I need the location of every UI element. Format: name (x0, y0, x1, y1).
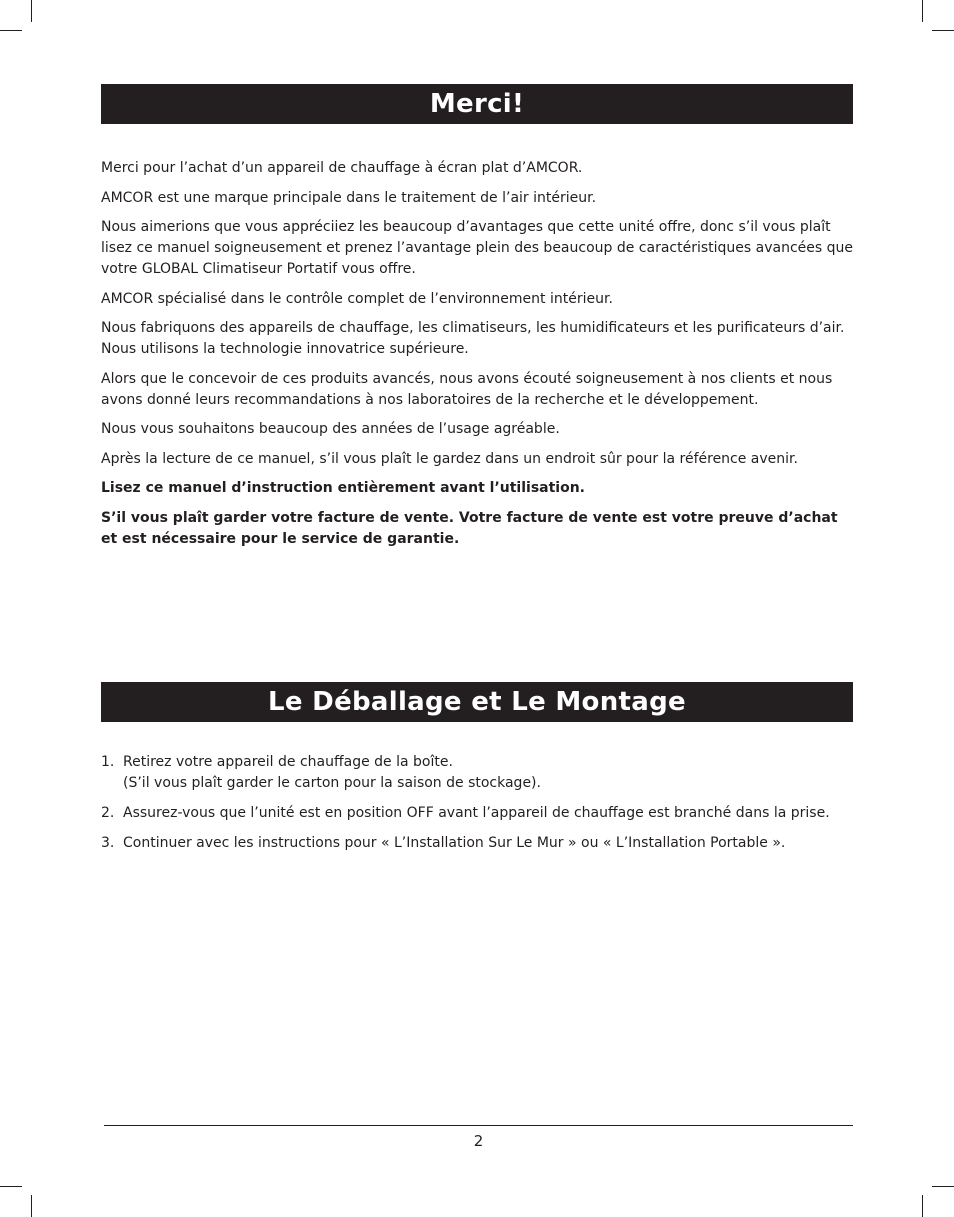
intro-paragraph: AMCOR spécialisé dans le contrôle complet de l’environnement intérieur. (101, 290, 613, 307)
step-number: 3. (101, 835, 115, 851)
step-text (123, 833, 853, 854)
intro-paragraph: Après la lecture de ce manuel, s’il vous plaît le gardez dans un endroit sûr pour la référence avenir. (101, 450, 798, 467)
merci-section-title: Merci! (101, 84, 853, 124)
step-line: Continuer avec les instructions pour « L’Installation Sur Le Mur » ou « L’Installation Portable ». (123, 835, 786, 851)
crop-mark-top-right-horizontal (932, 30, 954, 31)
receipt-warning: S’il vous plaît garder votre facture de vente. Votre facture de vente est votre preuve d’achat et est nécessaire pour le service de garantie. (101, 509, 838, 547)
crop-mark-bottom-right-vertical (922, 1195, 923, 1217)
step-text (123, 752, 853, 794)
intro-paragraph: Nous aimerions que vous appréciiez les beaucoup d’avantages que cette unité offre, donc s’il vous plaît lisez ce manuel soigneusement et prenez l’avantage plein des beaucoup de caractéristiques avancées que votre GLOBAL Climatiseur Portatif vous offre. (101, 219, 854, 277)
footer-divider (104, 1125, 853, 1126)
crop-mark-bottom-right-horizontal (932, 1186, 954, 1187)
intro-paragraph: Nous fabriquons des appareils de chauffage, les climatiseurs, les humidificateurs et les purificateurs d’air. Nous utilisons la technologie innovatrice supérieure. (101, 320, 845, 357)
crop-mark-top-left-horizontal (0, 30, 22, 31)
unpacking-steps-list (101, 752, 853, 863)
intro-paragraph: Merci pour l’achat d’un appareil de chauffage à écran plat d’AMCOR. (101, 160, 583, 176)
crop-mark-top-left-vertical (31, 0, 32, 22)
merci-section-body (101, 158, 853, 558)
page-number: 2 (473, 1132, 484, 1150)
step-line: (S’il vous plaît garder le carton pour la saison de stockage). (123, 775, 541, 791)
intro-paragraph: AMCOR est une marque principale dans le traitement de l’air intérieur. (101, 189, 597, 206)
step-number: 1. (101, 754, 115, 770)
crop-mark-top-right-vertical (922, 0, 923, 22)
step-line: Assurez-vous que l’unité est en position OFF avant l’appareil de chauffage est branché dans la prise. (123, 805, 830, 821)
unpacking-section-title: Le Déballage et Le Montage (101, 682, 853, 722)
list-item (101, 803, 853, 824)
instruction-warning: Lisez ce manuel d’instruction entièrement avant l’utilisation. (101, 480, 585, 496)
intro-paragraph: Nous vous souhaitons beaucoup des années de l’usage agréable. (101, 421, 560, 437)
step-number: 2. (101, 805, 115, 821)
step-line: Retirez votre appareil de chauffage de la boîte. (123, 754, 453, 770)
intro-paragraph: Alors que le concevoir de ces produits avancés, nous avons écouté soigneusement à nos clients et nous avons donné leurs recommandations à nos laboratoires de la recherche et le développement. (101, 370, 833, 408)
step-text (123, 803, 853, 824)
crop-mark-bottom-left-vertical (31, 1195, 32, 1217)
list-item (101, 752, 853, 794)
crop-mark-bottom-left-horizontal (0, 1186, 22, 1187)
list-item (101, 833, 853, 854)
